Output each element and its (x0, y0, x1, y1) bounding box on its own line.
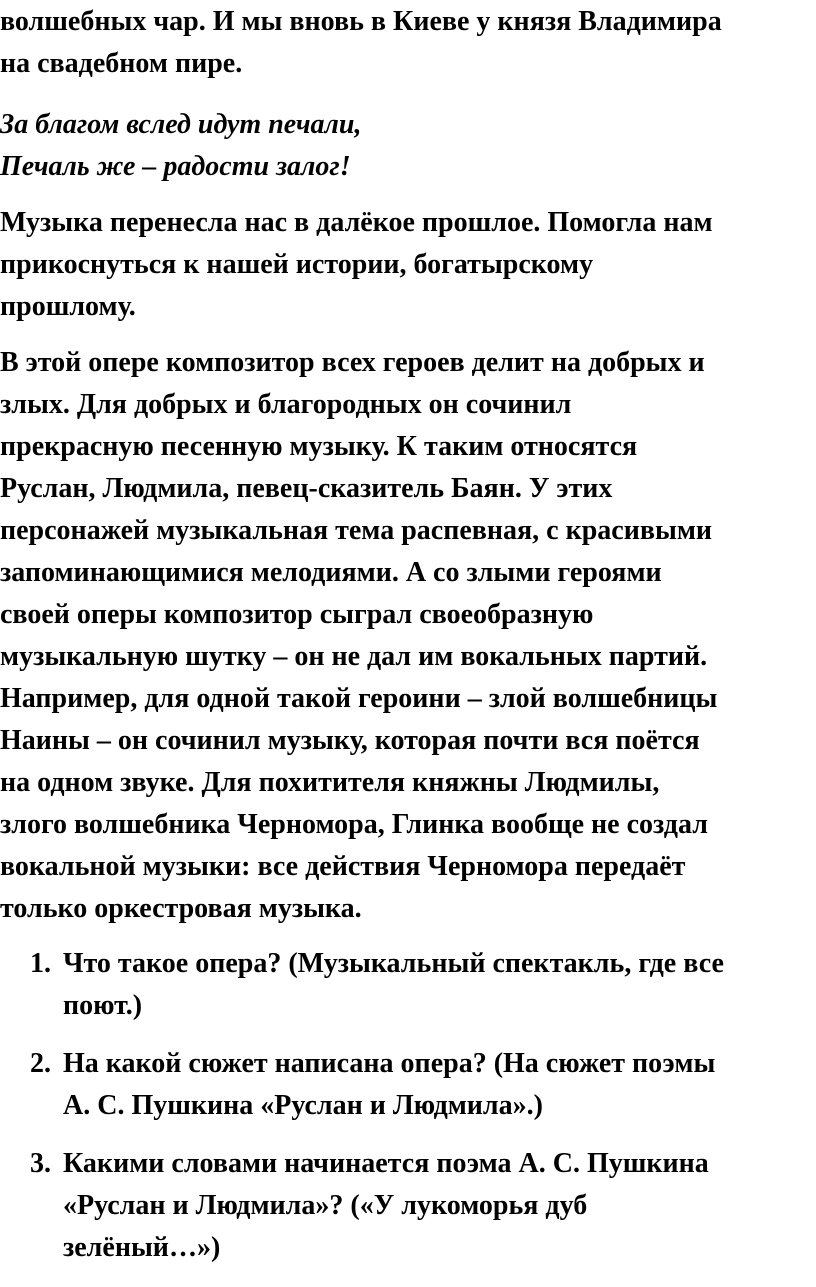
poem-quote (0, 104, 812, 188)
poem-line: За благом вслед идут печали, (0, 109, 362, 140)
paragraph-music (0, 202, 812, 328)
text-line: Наины – он сочинил музыку, которая почти вся поётся (0, 725, 700, 756)
question-number: 1. (30, 948, 51, 979)
text-line: прекрасную песенную музыку. К таким относятся (0, 431, 638, 462)
question-item (0, 943, 816, 1027)
question-line: зелёный…») (63, 1232, 221, 1263)
text-line: только оркестровая музыка. (0, 893, 362, 924)
question-number: 2. (30, 1048, 51, 1079)
text-line: своей оперы композитор сыграл своеобразную (0, 599, 594, 630)
question-line: «Руслан и Людмила»? («У лукоморья дуб (63, 1190, 588, 1221)
paragraph-intro (0, 1, 812, 85)
question-line: Какими словами начинается поэма А. С. Пушкина (63, 1148, 709, 1179)
text-line: Руслан, Людмила, певец-сказитель Баян. У этих (0, 473, 613, 504)
question-item (0, 1043, 816, 1127)
question-line: А. С. Пушкина «Руслан и Людмила».) (63, 1090, 543, 1121)
text-line: музыкальную шутку – он не дал им вокальных партий. (0, 641, 708, 672)
text-line: волшебных чар. И мы вновь в Киеве у князя Владимира (0, 6, 722, 37)
question-line: поют.) (63, 990, 143, 1021)
text-line: Музыка перенесла нас в далёкое прошлое. Помогла нам (0, 207, 713, 238)
text-line: В этой опере композитор всех героев делит на добрых и (0, 347, 705, 378)
text-line: прикоснуться к нашей истории, богатырскому (0, 249, 594, 280)
text-line: злых. Для добрых и благородных он сочинил (0, 389, 572, 420)
text-line: Например, для одной такой героини – злой волшебницы (0, 683, 718, 714)
text-line: на одном звуке. Для похитителя княжны Людмилы, (0, 767, 660, 798)
text-line: злого волшебника Черномора, Глинка вообще не создал (0, 809, 708, 840)
poem-line: Печаль же – радости залог! (0, 151, 351, 182)
text-line: прошлому. (0, 291, 136, 322)
text-line: запоминающимися мелодиями. А со злыми героями (0, 557, 662, 588)
text-line: вокальной музыки: все действия Черномора передаёт (0, 851, 686, 882)
question-line: Что такое опера? (Музыкальный спектакль, где все (63, 948, 724, 979)
question-line: На какой сюжет написана опера? (На сюжет поэмы (63, 1048, 716, 1079)
paragraph-heroes (0, 342, 812, 930)
text-line: персонажей музыкальная тема распевная, с красивыми (0, 515, 713, 546)
question-item (0, 1143, 816, 1269)
text-line: на свадебном пире. (0, 48, 243, 79)
question-number: 3. (30, 1148, 51, 1179)
